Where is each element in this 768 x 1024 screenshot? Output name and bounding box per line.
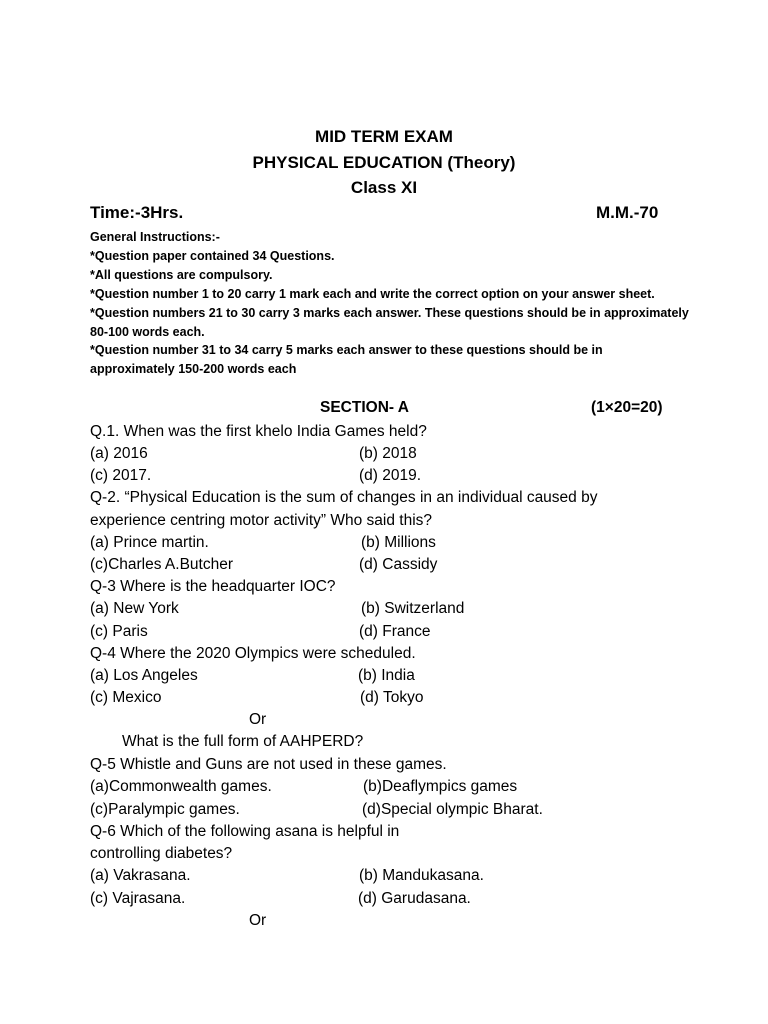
question-1-option-a: (a) 2016 — [90, 445, 148, 462]
question-2-option-c: (c)Charles A.Butcher — [90, 556, 233, 573]
question-4-or: Or — [249, 711, 267, 728]
question-4: Q-4 Where the 2020 Olympics were scheduled. — [90, 645, 416, 662]
subject-title: PHYSICAL EDUCATION (Theory) — [252, 153, 516, 172]
question-6-option-b: (b) Mandukasana. — [359, 867, 484, 884]
exam-title: MID TERM EXAM — [315, 127, 453, 146]
question-3-option-b: (b) Switzerland — [361, 600, 465, 617]
question-6-line-1: Q-6 Which of the following asana is helpful in — [90, 823, 400, 840]
question-3-option-d: (d) France — [359, 623, 431, 640]
question-1-option-d: (d) 2019. — [359, 467, 422, 484]
instructions-heading: General Instructions:- — [90, 230, 220, 244]
question-2-line-2: experience centring motor activity” Who said this? — [90, 512, 433, 529]
section-marks: (1×20=20) — [591, 399, 663, 416]
instruction-item: *Question paper contained 34 Questions. — [90, 248, 335, 263]
question-6-option-c: (c) Vajrasana. — [90, 890, 186, 907]
question-6-line-2: controlling diabetes? — [90, 845, 233, 862]
question-3-option-c: (c) Paris — [90, 623, 148, 640]
question-4-option-b: (b) India — [358, 667, 415, 684]
question-5-option-b: (b)Deaflympics games — [363, 778, 518, 795]
question-5-option-d: (d)Special olympic Bharat. — [362, 801, 543, 818]
instruction-item: *Question number 31 to 34 carry 5 marks each answer to these questions should be in approximately 150-200 words each — [90, 343, 603, 377]
question-3: Q-3 Where is the headquarter IOC? — [90, 578, 336, 595]
question-1-option-c: (c) 2017. — [90, 467, 152, 484]
question-2-option-b: (b) Millions — [361, 534, 436, 551]
question-4-option-d: (d) Tokyo — [360, 689, 424, 706]
question-3-option-a: (a) New York — [90, 600, 179, 617]
instruction-item: *Question number 1 to 20 carry 1 mark each and write the correct option on your answer sheet. — [90, 286, 655, 301]
instruction-item: *Question numbers 21 to 30 carry 3 marks each answer. These questions should be in approximately 80-100 words each. — [90, 305, 689, 339]
question-2-option-d: (d) Cassidy — [359, 556, 438, 573]
question-4-option-a: (a) Los Angeles — [90, 667, 198, 684]
question-5: Q-5 Whistle and Guns are not used in these games. — [90, 756, 447, 773]
class-title: Class XI — [350, 178, 418, 197]
question-5-option-c: (c)Paralympic games. — [90, 801, 240, 818]
question-4-option-c: (c) Mexico — [90, 689, 162, 706]
question-5-option-a: (a)Commonwealth games. — [90, 778, 272, 795]
question-4-alternative: What is the full form of AAHPERD? — [122, 733, 364, 750]
section-title: SECTION- A — [320, 399, 409, 416]
max-marks: M.M.-70 — [596, 203, 659, 222]
question-6-option-d: (d) Garudasana. — [358, 890, 471, 907]
question-1-option-b: (b) 2018 — [359, 445, 417, 462]
question-1: Q.1. When was the first khelo India Games held? — [90, 423, 427, 440]
question-6-option-a: (a) Vakrasana. — [90, 867, 191, 884]
question-6-or: Or — [249, 912, 267, 929]
question-2-line-1: Q-2. “Physical Education is the sum of changes in an individual caused by — [90, 489, 598, 506]
question-2-option-a: (a) Prince martin. — [90, 534, 209, 551]
instruction-item: *All questions are compulsory. — [90, 267, 273, 282]
time-allowed: Time:-3Hrs. — [90, 203, 184, 222]
general-instructions — [90, 228, 690, 379]
